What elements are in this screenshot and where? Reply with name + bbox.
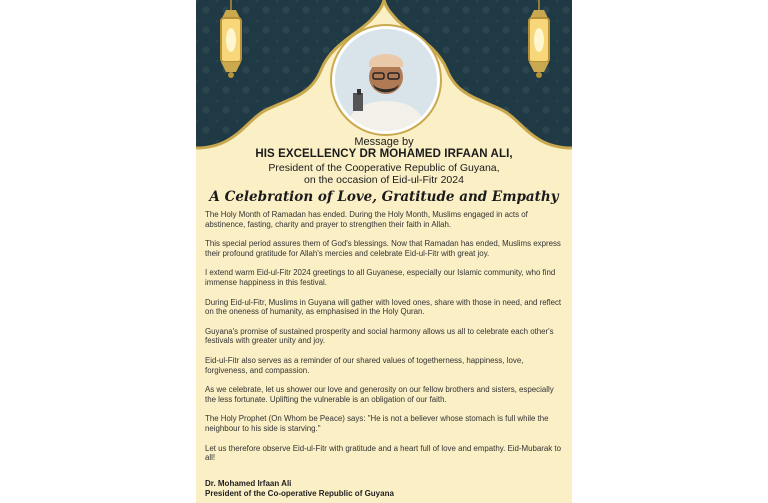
message-by-label: Message by	[354, 136, 414, 148]
author-role: President of the Cooperative Republic of Guyana,	[268, 162, 500, 174]
paragraph: During Eid-ul-Fitr, Muslims in Guyana will gather with loved ones, share with those in need, and reflect on the oneness of humanity, as emphasised in the Holy Quran.	[205, 297, 562, 317]
paragraph: Guyana's promise of sustained prosperity and social harmony allows us all to celebrate each other's festivals with greater unity and joy.	[205, 326, 554, 346]
paragraph: Let us therefore observe Eid-ul-Fitr with gratitude and a heart full of love and empathy. Eid-Mubarak to all!	[205, 443, 561, 463]
signature-block	[205, 479, 563, 499]
message-title: A Celebration of Love, Gratitude and Empathy	[209, 189, 559, 205]
lantern-icon	[522, 0, 556, 80]
portrait-photo	[332, 26, 440, 134]
paragraph: As we celebrate, let us shower our love and generosity on our fellow brothers and sisters, especially the less fortunate. Uplifting the vulnerable is an obligation of our faith.	[205, 385, 554, 404]
paragraph: Eid-ul-Fitr also serves as a reminder of our shared values of togetherness, happiness, love, forgiveness, and compassion.	[205, 355, 524, 375]
signature-title: President of the Co-operative Republic of Guyana	[205, 489, 394, 498]
eid-message-poster	[196, 0, 572, 503]
paragraph: The Holy Prophet (On Whom be Peace) says: "He is not a believer whose stomach is full while the neighbour to his side is starving."	[205, 414, 549, 433]
paragraph: The Holy Month of Ramadan has ended. During the Holy Month, Muslims engaged in acts of abstinence, fasting, charity and prayer to strengthen their faith in Allah.	[205, 210, 528, 229]
occasion-line: on the occasion of Eid-ul-Fitr 2024	[304, 174, 464, 186]
signature-name: Dr. Mohamed Irfaan Ali	[205, 479, 292, 488]
author-name-heading: HIS EXCELLENCY DR MOHAMED IRFAAN ALI,	[255, 148, 513, 160]
lantern-icon	[214, 0, 248, 80]
paragraph: This special period assures them of God's blessings. Now that Ramadan has ended, Muslims express their profound gratitude for Allah's mercies and celebrate Eid-ul-Fitr with great joy.	[205, 239, 561, 258]
message-body	[205, 210, 563, 473]
paragraph: I extend warm Eid-ul-Fitr 2024 greetings to all Guyanese, especially our Islamic community, who find immense happiness in this festival.	[205, 268, 556, 287]
